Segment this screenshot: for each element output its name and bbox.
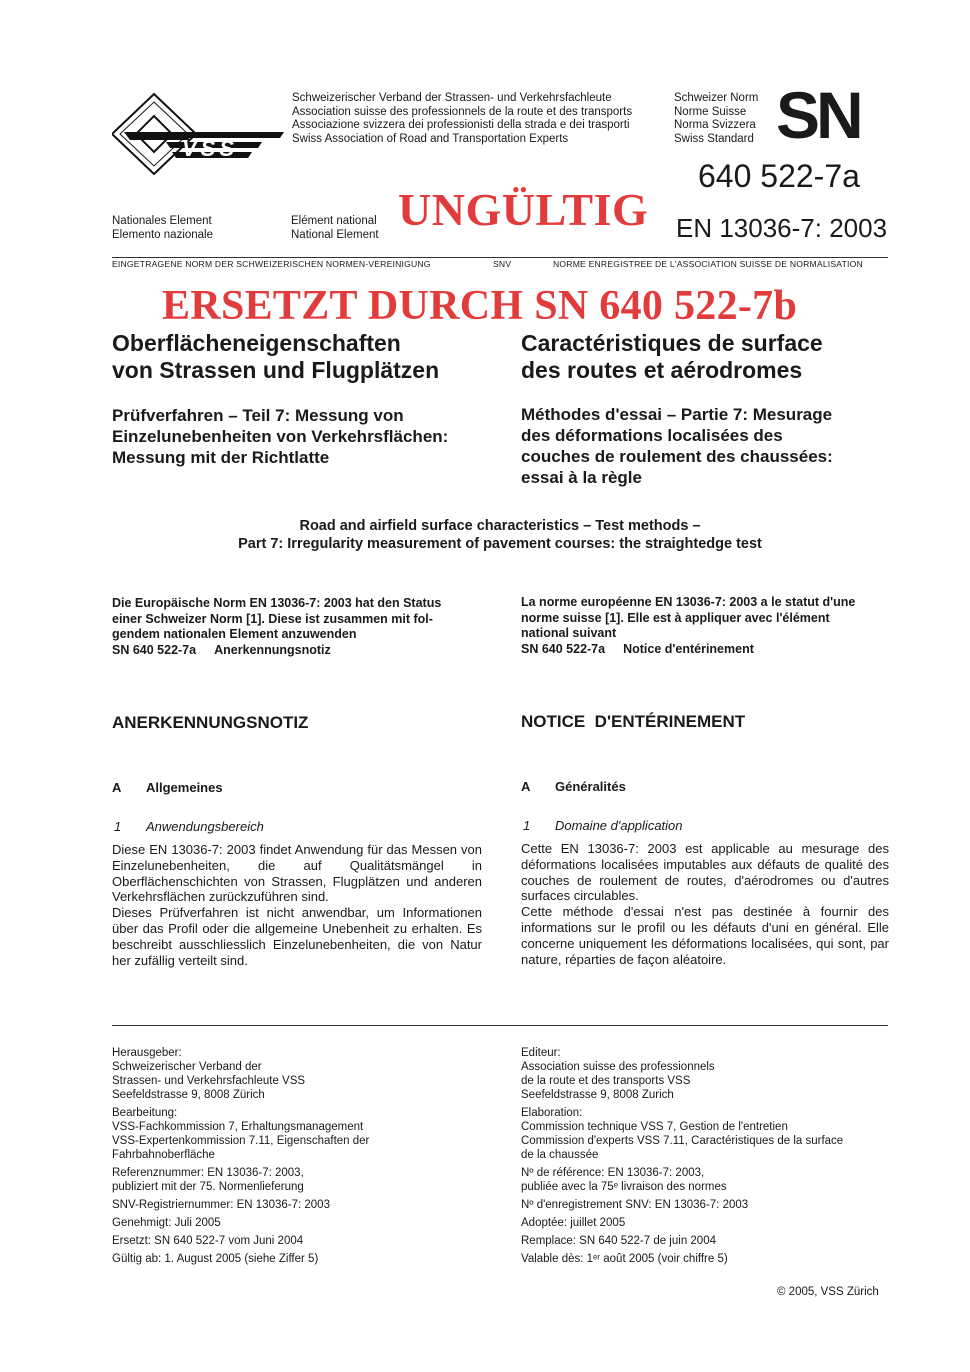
footer-line: publiziert mit der 75. Normenlieferung xyxy=(112,1181,304,1193)
title-en-line: Road and airfield surface characteristics – Test methods – xyxy=(299,518,701,534)
national-element-line: Nationales Element xyxy=(112,215,212,227)
status-line: La norme européenne EN 13036-7: 2003 a le statut d'une xyxy=(521,595,856,609)
section-a-letter-fr: A xyxy=(521,779,531,794)
logo-text: VSS xyxy=(182,136,239,161)
status-reference xyxy=(521,642,889,658)
status-fr xyxy=(521,595,889,657)
subtitle-line: Prüfverfahren – Teil 7: Messung von xyxy=(112,406,404,425)
national-element-line: Elemento nazionale xyxy=(112,228,214,241)
footer-line: Valable dès: 1ᵉʳ août 2005 (voir chiffre 5) xyxy=(521,1253,728,1265)
footer-line: Commission d'experts VSS 7.11, Caractéristiques de la surface xyxy=(521,1135,844,1147)
association-line: Schweizerischer Verband der Strassen- und Verkehrsfachleute xyxy=(292,92,612,104)
norm-language: Norma Svizzera xyxy=(674,119,756,131)
footer-line: Adoptée: juillet 2005 xyxy=(521,1217,626,1229)
footer-line: de la route et des transports VSS xyxy=(521,1075,691,1087)
subsection-title-de: Anwendungsbereich xyxy=(146,819,264,834)
footer-divider xyxy=(112,1025,888,1026)
en-number: EN 13036-7: 2003 xyxy=(676,213,888,243)
section-title-de: ANERKENNUNGSNOTIZ xyxy=(112,713,309,732)
footer-line: Schweizerischer Verband der xyxy=(112,1061,262,1073)
footer-label: Bearbeitung: xyxy=(112,1107,178,1119)
footer-line: Fahrbahnoberfläche xyxy=(112,1149,215,1161)
norm-language: Schweizer Norm xyxy=(674,92,759,104)
association-line: Associazione svizzera dei professionisti della strada e dei trasporti xyxy=(292,119,630,131)
registration-fr: NORME ENREGISTREE DE L'ASSOCIATION SUISSE DE NORMALISATION xyxy=(553,259,863,269)
footer-line: Commission technique VSS 7, Gestion de l'entretien xyxy=(521,1121,788,1133)
status-line: norme suisse [1]. Elle est à appliquer avec l'élément xyxy=(521,610,830,625)
norm-languages xyxy=(674,92,758,146)
norm-language: Swiss Standard xyxy=(674,132,754,145)
section-a-heading-de: Allgemeines xyxy=(146,780,223,795)
footer-line: Gültig ab: 1. August 2005 (siehe Ziffer 5) xyxy=(112,1253,319,1265)
body-fr xyxy=(521,841,889,967)
subtitle-de xyxy=(112,405,448,468)
vss-logo xyxy=(112,92,284,176)
registration-de: EINGETRAGENE NORM DER SCHWEIZERISCHEN NORMEN-VEREINIGUNG xyxy=(112,259,431,269)
footer-line: Remplace: SN 640 522-7 de juin 2004 xyxy=(521,1235,716,1247)
title-en xyxy=(112,517,888,553)
footer-line: Ersetzt: SN 640 522-7 vom Juni 2004 xyxy=(112,1235,304,1247)
footer-line: publiée avec la 75ᵉ livraison des normes xyxy=(521,1181,727,1193)
norm-language: Norme Suisse xyxy=(674,105,747,118)
subtitle-line: Einzelunebenheiten von Verkehrsflächen: xyxy=(112,427,449,446)
status-ref-label: Anerkennungsnotiz xyxy=(214,642,331,657)
footer-line: Nº d'enregistrement SNV: EN 13036-7: 2003 xyxy=(521,1199,749,1211)
body-paragraph: Diese EN 13036-7: 2003 findet Anwendung für das Messen von Einzelunebenheiten, die auf Qualitätsmängel in Oberflächenschichten von Strassen, Flugplätzen und anderen Verkehrsflächen zurückzuführen sind. xyxy=(112,842,482,905)
title-line: von Strassen und Flugplätzen xyxy=(112,357,440,383)
sn-number: 640 522-7a xyxy=(698,158,860,194)
status-de xyxy=(112,596,482,658)
subsection-num-fr: 1 xyxy=(523,818,531,833)
subtitle-line: des déformations localisées des xyxy=(521,426,783,445)
national-element-right xyxy=(291,215,379,242)
title-line: Oberflächeneigenschaften xyxy=(112,330,401,356)
footer-label: Elaboration: xyxy=(521,1107,583,1119)
body-paragraph: Cette méthode d'essai n'est pas destinée à fournir des informations sur le profil ou les défauts d'uni en général. Elle concerne uniquement les déformations localisées, qui sont, par nature, réparties de façon aléatoire. xyxy=(521,904,889,967)
footer-label: Herausgeber: xyxy=(112,1047,182,1059)
footer-line: Seefeldstrasse 9, 8008 Zürich xyxy=(112,1089,265,1101)
footer-line: VSS-Expertenkommission 7.11, Eigenschaften der xyxy=(112,1135,370,1147)
title-de xyxy=(112,330,439,384)
footer-line: Genehmigt: Juli 2005 xyxy=(112,1217,221,1229)
footer-line: VSS-Fachkommission 7, Erhaltungsmanagement xyxy=(112,1121,364,1133)
status-line: einer Schweizer Norm [1]. Diese ist zusammen mit fol- xyxy=(112,611,433,626)
footer-line: Nº de référence: EN 13036-7: 2003, xyxy=(521,1167,705,1179)
national-element-line: Elément national xyxy=(291,215,377,227)
footer-line: Strassen- und Verkehrsfachleute VSS xyxy=(112,1075,306,1087)
footer-line: de la chaussée xyxy=(521,1149,599,1161)
invalid-stamp: UNGÜLTIG xyxy=(398,184,649,235)
title-fr xyxy=(521,330,823,384)
status-ref-label: Notice d'entérinement xyxy=(623,641,754,656)
section-a-heading-fr: Généralités xyxy=(555,779,626,794)
footer-line: SNV-Registriernummer: EN 13036-7: 2003 xyxy=(112,1199,330,1211)
header-divider xyxy=(112,257,888,258)
subsection-num-de: 1 xyxy=(114,819,122,834)
title-line: Caractéristiques de surface xyxy=(521,330,823,356)
vss-logo-graphic xyxy=(112,92,284,176)
copyright: © 2005, VSS Zürich xyxy=(777,1286,879,1298)
subtitle-line: couches de roulement des chaussées: xyxy=(521,447,833,466)
replaced-stamp: ERSETZT DURCH SN 640 522-7b xyxy=(162,283,798,329)
section-title-fr: NOTICE D'ENTÉRINEMENT xyxy=(521,712,746,731)
subsection-title-fr: Domaine d'application xyxy=(555,818,683,833)
body-paragraph: Dieses Prüfverfahren ist nicht anwendbar, um Informationen über das Profil oder die allgemeine Unebenheit zu erhalten. Es beschreibt ausschliesslich Einzelunebenheiten, die von Natur her zufällig verteilt sind. xyxy=(112,905,482,968)
footer-line: Referenznummer: EN 13036-7: 2003, xyxy=(112,1167,304,1179)
status-ref-number: SN 640 522-7a xyxy=(521,641,606,656)
sn-logo: SN xyxy=(776,78,860,152)
subtitle-line: Méthodes d'essai – Partie 7: Mesurage xyxy=(521,405,833,424)
subtitle-line: Messung mit der Richtlatte xyxy=(112,448,330,467)
association-line: Association suisse des professionnels de la route et des transports xyxy=(292,105,633,118)
title-en-line: Part 7: Irregularity measurement of pavement courses: the straightedge test xyxy=(238,536,762,552)
status-line: Die Europäische Norm EN 13036-7: 2003 hat den Status xyxy=(112,596,442,610)
footer-line: Seefeldstrasse 9, 8008 Zurich xyxy=(521,1089,674,1101)
national-element-line: National Element xyxy=(291,228,379,241)
title-line: des routes et aérodromes xyxy=(521,357,803,383)
subtitle-fr xyxy=(521,404,833,488)
national-element-left xyxy=(112,215,213,242)
status-reference xyxy=(112,643,482,659)
footer-fr xyxy=(521,1046,901,1266)
footer-line: Association suisse des professionnels xyxy=(521,1061,715,1073)
status-line: gendem nationalen Element anzuwenden xyxy=(112,627,357,641)
status-line: national suivant xyxy=(521,626,617,640)
footer-label: Editeur: xyxy=(521,1047,561,1059)
body-paragraph: Cette EN 13036-7: 2003 est applicable au mesurage des déformations localisées imputables aux défauts de qualité des couches de roulement de routes, d'aérodromes ou d'autres surfaces circulables. xyxy=(521,841,889,904)
association-names xyxy=(292,92,632,146)
body-de xyxy=(112,842,482,968)
registration-snv: SNV xyxy=(493,259,512,269)
section-a-letter-de: A xyxy=(112,780,122,795)
subtitle-line: essai à la règle xyxy=(521,468,642,487)
status-ref-number: SN 640 522-7a xyxy=(112,642,197,657)
footer-de xyxy=(112,1046,492,1266)
association-line: Swiss Association of Road and Transportation Experts xyxy=(292,132,569,145)
